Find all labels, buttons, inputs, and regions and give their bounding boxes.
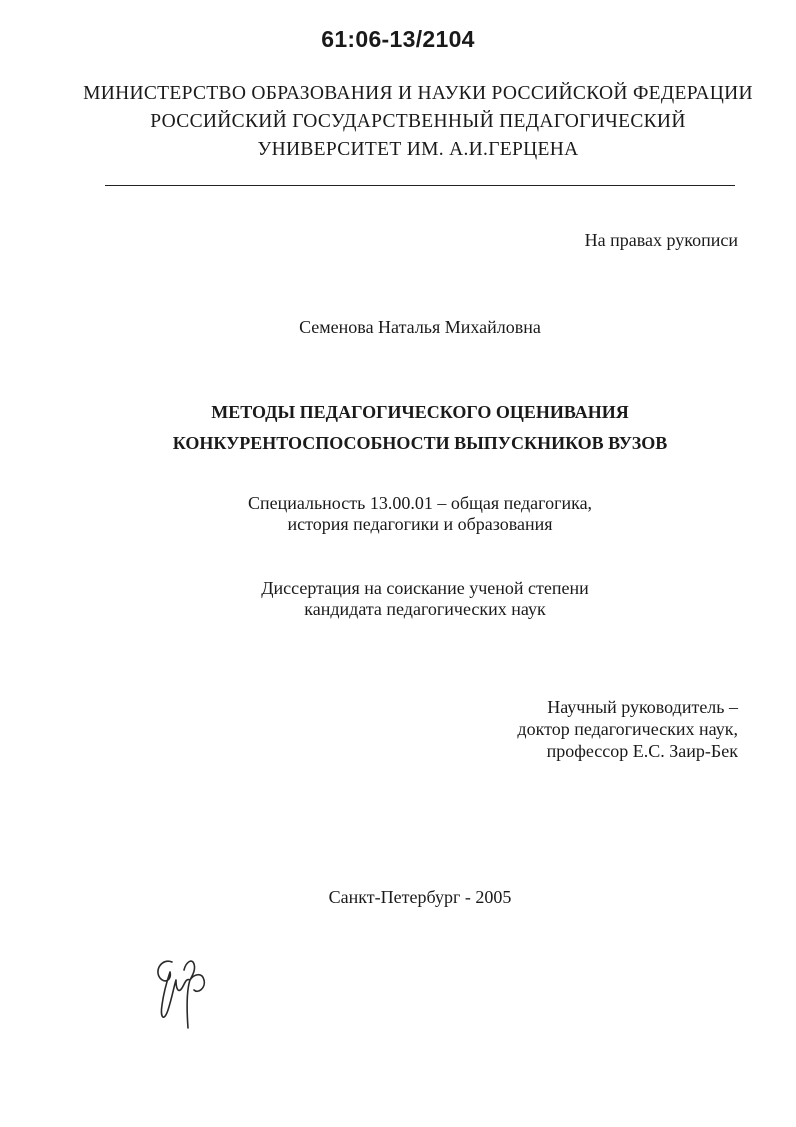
degree-line: Диссертация на соискание ученой степени: [261, 578, 589, 598]
author-name: Семенова Наталья Михайловна: [299, 317, 541, 337]
specialty-line: Специальность 13.00.01 – общая педагогика,: [247, 493, 593, 513]
supervisor-line: доктор педагогических наук,: [517, 719, 738, 739]
specialty: [248, 493, 592, 535]
header-divider: [105, 185, 735, 186]
catalog-number: 61:06-13/2104: [321, 26, 475, 52]
ministry-header: [20, 80, 796, 164]
specialty-line: история педагогики и образования: [287, 514, 553, 534]
degree-line: кандидата педагогических наук: [304, 599, 546, 619]
city-year: Санкт-Петербург - 2005: [328, 887, 512, 907]
degree-statement: [261, 578, 588, 620]
dissertation-title: [173, 397, 667, 459]
university-line: РОССИЙСКИЙ ГОСУДАРСТВЕННЫЙ ПЕДАГОГИЧЕСКИЙ: [150, 111, 686, 132]
university-name-line: УНИВЕРСИТЕТ ИМ. А.И.ГЕРЦЕНА: [257, 139, 579, 160]
supervisor-block: [517, 696, 738, 762]
supervisor-line: Научный руководитель –: [547, 697, 738, 717]
handwritten-signature: [150, 950, 230, 1035]
title-line: МЕТОДЫ ПЕДАГОГИЧЕСКОГО ОЦЕНИВАНИЯ: [211, 402, 629, 422]
manuscript-note: На правах рукописи: [584, 230, 738, 250]
title-line: КОНКУРЕНТОСПОСОБНОСТИ ВЫПУСКНИКОВ ВУЗОВ: [172, 433, 668, 453]
ministry-line: МИНИСТЕРСТВО ОБРАЗОВАНИЯ И НАУКИ РОССИЙСКОЙ ФЕДЕРАЦИИ: [83, 83, 753, 104]
supervisor-line: профессор Е.С. Заир-Бек: [546, 741, 738, 761]
